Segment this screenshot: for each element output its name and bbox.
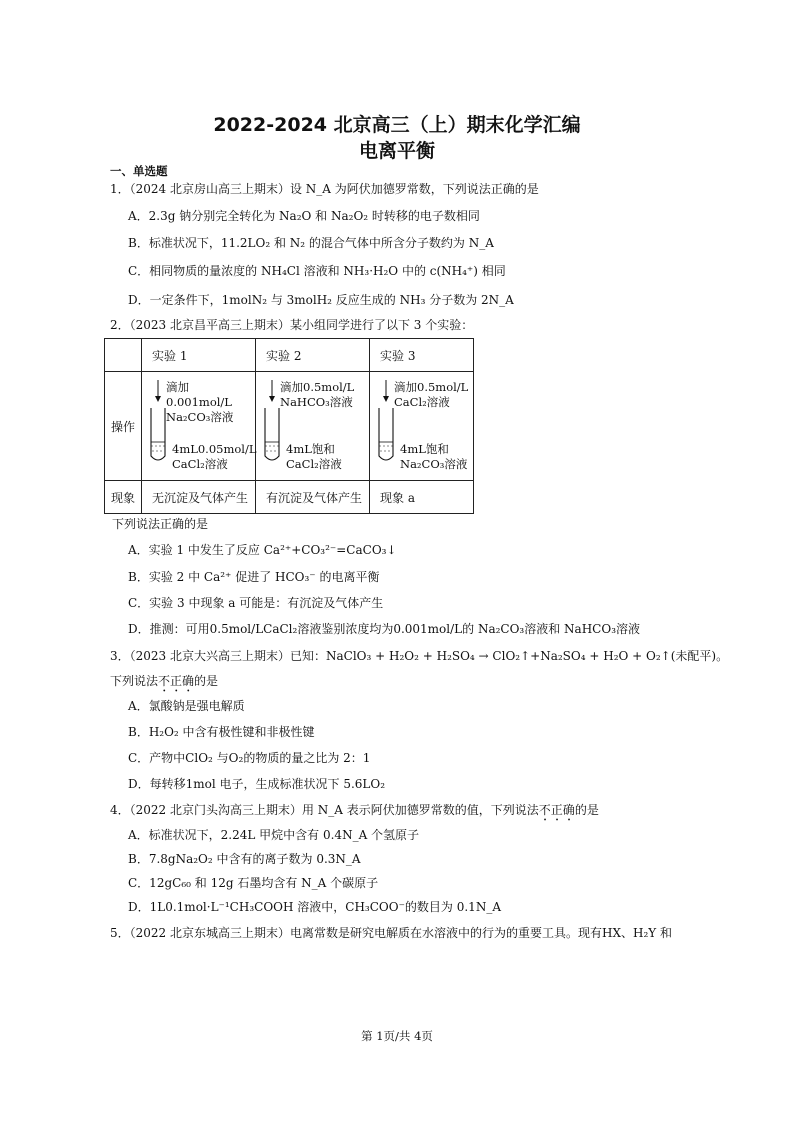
q1-option-c: C．相同物质的量浓度的 NH₄Cl 溶液和 NH₃·H₂O 中的 c(NH₄⁺) 相同 (128, 264, 506, 278)
table-corner (105, 339, 142, 372)
exp1-solution-line2: CaCl₂溶液 (172, 457, 228, 471)
q5-stem: 5．（2022 北京东城高三上期末）电离常数是研究电解质在水溶液中的行为的重要工具。现有HX、H₂Y 和 (110, 926, 673, 940)
q2-after-table: 下列说法正确的是 (112, 517, 209, 531)
exp2-reagent-line1: 滴加0.5mol/L (280, 380, 355, 394)
exp2-solution-line1: 4mL饱和 (286, 442, 335, 456)
operation-cell-exp3 (370, 372, 474, 481)
page-footer: 第 1页/共 4页 (361, 1029, 433, 1043)
q2-option-a: A．实验 1 中发生了反应 Ca²⁺+CO₃²⁻=CaCO₃↓ (128, 543, 397, 557)
q3-option-d: D．每转移1mol 电子，生成标准状况下 5.6LO₂ (128, 777, 386, 791)
exp1-reagent-line1: 滴加0.001mol/L (166, 380, 232, 409)
q3-stem-line2: 下列说法不正确的是 (110, 674, 219, 688)
operation-cell-exp1 (142, 372, 256, 481)
q3-option-b: B．H₂O₂ 中含有极性键和非极性键 (128, 725, 315, 739)
phenomenon-exp1: 无沉淀及气体产生 (142, 481, 256, 514)
exp2-solution-line2: CaCl₂溶液 (286, 457, 342, 471)
phenomenon-exp3: 现象 a (370, 481, 474, 514)
page-title: 2022-2024 北京高三（上）期末化学汇编 (213, 114, 581, 136)
q4-option-a: A．标准状况下，2.24L 甲烷中含有 0.4N_A 个氢原子 (128, 828, 420, 842)
exp2-reagent-line2: NaHCO₃溶液 (280, 395, 353, 409)
q2-option-c: C．实验 3 中现象 a 可能是：有沉淀及气体产生 (128, 596, 384, 610)
q2-stem: 2．（2023 北京昌平高三上期末）某小组同学进行了以下 3 个实验： (110, 318, 474, 332)
q1-option-d: D．一定条件下，1molN₂ 与 3molH₂ 反应生成的 NH₃ 分子数为 2N_A (128, 293, 514, 307)
exp3-reagent-line2: CaCl₂溶液 (394, 395, 450, 409)
q4-option-b: B．7.8gNa₂O₂ 中含有的离子数为 0.3N_A (128, 852, 361, 866)
q4-option-c: C．12gC₆₀ 和 12g 石墨均含有 N_A 个碳原子 (128, 876, 379, 890)
table-header-exp2: 实验 2 (256, 339, 370, 372)
phenomenon-exp2: 有沉淀及气体产生 (256, 481, 370, 514)
exp1-solution-line1: 4mL0.05mol/L (172, 442, 257, 456)
experiment-table (104, 338, 474, 514)
q1-stem: 1．（2024 北京房山高三上期末）设 N_A 为阿伏加德罗常数，下列说法正确的是 (110, 182, 539, 196)
exp3-reagent-line1: 滴加0.5mol/L (394, 380, 469, 394)
operation-cell-exp2 (256, 372, 370, 481)
q1-option-b: B．标准状况下，11.2LO₂ 和 N₂ 的混合气体中所含分子数约为 N_A (128, 236, 494, 250)
q4-stem: 4．（2022 北京门头沟高三上期末）用 N_A 表示阿伏加德罗常数的值，下列说法不正确的是 (110, 803, 599, 817)
row-label-phenomenon: 现象 (105, 481, 142, 514)
page-subtitle: 电离平衡 (358, 140, 435, 162)
section-heading: 一、单选题 (110, 164, 168, 178)
q1-option-a: A．2.3g 钠分别完全转化为 Na₂O 和 Na₂O₂ 时转移的电子数相同 (128, 209, 480, 223)
q2-option-d: D．推测：可用0.5mol/LCaCl₂溶液鉴别浓度均为0.001mol/L的 Na₂CO₃溶液和 NaHCO₃溶液 (128, 622, 641, 636)
q3-stem: 3．（2023 北京大兴高三上期末）已知：NaClO₃ + H₂O₂ + H₂SO₄ → ClO₂↑+Na₂SO₄ + H₂O + O₂↑(未配平)。 (110, 649, 729, 663)
table-header-exp3: 实验 3 (370, 339, 474, 372)
q2-option-b: B．实验 2 中 Ca²⁺ 促进了 HCO₃⁻ 的电离平衡 (128, 570, 380, 584)
q4-option-d: D．1L0.1mol·L⁻¹CH₃COOH 溶液中，CH₃COO⁻的数目为 0.1N_A (128, 900, 501, 914)
exp3-solution-line2: Na₂CO₃溶液 (400, 457, 468, 471)
row-label-operation: 操作 (105, 372, 142, 481)
table-header-exp1: 实验 1 (142, 339, 256, 372)
q3-option-c: C．产物中ClO₂ 与O₂的物质的量之比为 2：1 (128, 751, 371, 765)
q3-option-a: A．氯酸钠是强电解质 (128, 699, 245, 713)
exp1-reagent-line2: Na₂CO₃溶液 (166, 410, 234, 424)
exp3-solution-line1: 4mL饱和 (400, 442, 449, 456)
